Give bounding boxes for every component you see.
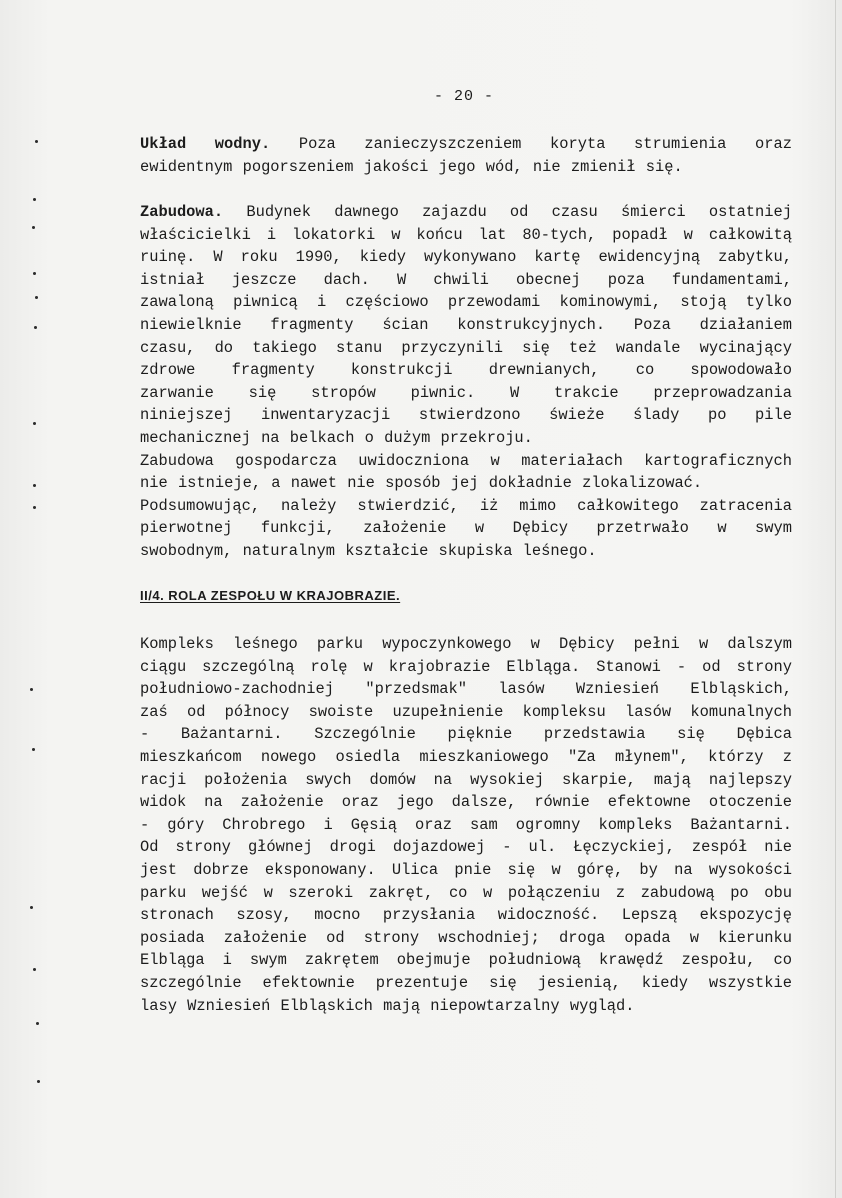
text-line: szczególnie efektownie prezentuje się jesienią, kiedy wszystkie	[140, 973, 792, 992]
text-line: Kompleks leśnego parku wypoczynkowego w Dębicy pełni w dalszym	[140, 635, 792, 653]
text-line: zarwanie się stropów piwnic. W trakcie przeprowadzania	[140, 383, 792, 402]
section-heading: II/4. ROLA ZESPOŁU W KRAJOBRAZIE.	[140, 588, 401, 603]
text-line: mieszkańcom nowego osiedla mieszkaniowego "Za młynem", którzy z	[140, 747, 792, 766]
scan-speck	[36, 1022, 39, 1025]
text-line: jest dobrze eksponowany. Ulica pnie się w górę, by na wysokości	[140, 860, 792, 879]
page-number: - 20 -	[433, 88, 494, 105]
text-line: widok na założenie oraz jego dalsze, równie efektowne otoczenie	[140, 793, 792, 812]
paragraph-lead: Zabudowa.	[140, 203, 224, 221]
text-line: ruinę. W roku 1990, kiedy wykonywano kartę ewidencyjną zabytku,	[140, 248, 792, 267]
text-line: - góry Chrobrego i Gęsią oraz sam ogromny kompleks Bażantarni.	[140, 815, 792, 834]
text-line: nie istnieje, a nawet nie sposób jej dokładnie zlokalizować.	[140, 474, 703, 493]
scan-speck	[33, 198, 36, 201]
text-line: parku wejść w szeroki zakręt, co w połączeniu z zabudową po obu	[140, 883, 792, 902]
text-line: Poza zanieczyszczeniem koryta strumienia oraz	[298, 135, 792, 153]
text-line: stronach szosy, mocno przysłania widoczność. Lepszą ekspozycję	[140, 906, 792, 925]
page-edge	[835, 0, 836, 1198]
text-line: racji położenia swych domów na wysokiej skarpie, mają najlepszy	[140, 770, 792, 789]
text-line: Budynek dawnego zajazdu od czasu śmierci ostatniej	[246, 203, 792, 221]
text-line: zdrowe fragmenty konstrukcji drewnianych, co spowodowało	[140, 361, 792, 380]
scan-speck	[30, 688, 33, 691]
text-line: Podsumowując, należy stwierdzić, iż mimo całkowitego zatracenia	[140, 496, 792, 515]
text-line: Od strony głównej drogi dojazdowej - ul. Łęczyckiej, zespół nie	[140, 838, 792, 857]
scan-speck	[34, 326, 37, 329]
paragraph-lead: Układ wodny.	[140, 135, 271, 153]
text-line: Elbląga i swym zakrętem obejmuje południową krawędź zespołu, co	[140, 951, 792, 970]
scan-speck	[35, 296, 38, 299]
text-line: właścicielki i lokatorki w końcu lat 80-tych, popadł w całkowitą	[140, 225, 792, 244]
text-line: niniejszej inwentaryzacji stwierdzono świeże ślady po pile	[140, 406, 792, 425]
paragraph-uklad-wodny	[140, 133, 792, 178]
scan-speck	[32, 226, 35, 229]
scan-speck	[33, 422, 36, 425]
scan-speck	[33, 506, 36, 509]
text-line: zaś od północy swoiste uzupełnienie kompleksu lasów komunalnych	[140, 702, 792, 721]
text-line: pierwotnej funkcji, założenie w Dębicy przetrwało w swym	[140, 519, 792, 538]
text-line: czasu, do takiego stanu przyczynili się też wandale wycinający	[140, 338, 792, 357]
text-line: mechanicznej na belkach o dużym przekroju.	[140, 428, 533, 447]
scan-speck	[37, 1080, 40, 1083]
text-line: ewidentnym pogorszeniem jakości jego wód, nie zmienił się.	[140, 157, 683, 176]
text-line: ciągu szczególną rolę w krajobrazie Elbląga. Stanowi - od strony	[140, 657, 792, 676]
scan-speck	[30, 906, 33, 909]
paragraph-zabudowa	[140, 201, 792, 563]
scan-speck	[33, 968, 36, 971]
text-line: Zabudowa gospodarcza uwidoczniona w materiałach kartograficznych	[140, 451, 792, 470]
text-line: południowo-zachodniej "przedsmak" lasów Wzniesień Elbląskich,	[140, 680, 792, 699]
text-line: zawaloną piwnicą i częściowo przewodami kominowymi, stoją tylko	[140, 293, 792, 312]
scan-speck	[35, 140, 38, 143]
scan-speck	[33, 484, 36, 487]
text-line: niewielknie fragmenty ścian konstrukcyjnych. Poza działaniem	[140, 315, 792, 334]
text-line: - Bażantarni. Szczególnie pięknie przedstawia się Dębica	[140, 725, 792, 744]
scan-speck	[33, 272, 36, 275]
text-line: lasy Wzniesień Elbląskich mają niepowtarzalny wygląd.	[140, 996, 635, 1015]
text-line: istniał jeszcze dach. W chwili obecnej poza fundamentami,	[140, 270, 792, 289]
scan-speck	[32, 748, 35, 751]
text-line: posiada założenie od strony wschodniej; droga opada w kierunku	[140, 928, 792, 947]
paragraph-rola-zespolu	[140, 633, 792, 1017]
text-line: swobodnym, naturalnym kształcie skupiska leśnego.	[140, 541, 597, 560]
